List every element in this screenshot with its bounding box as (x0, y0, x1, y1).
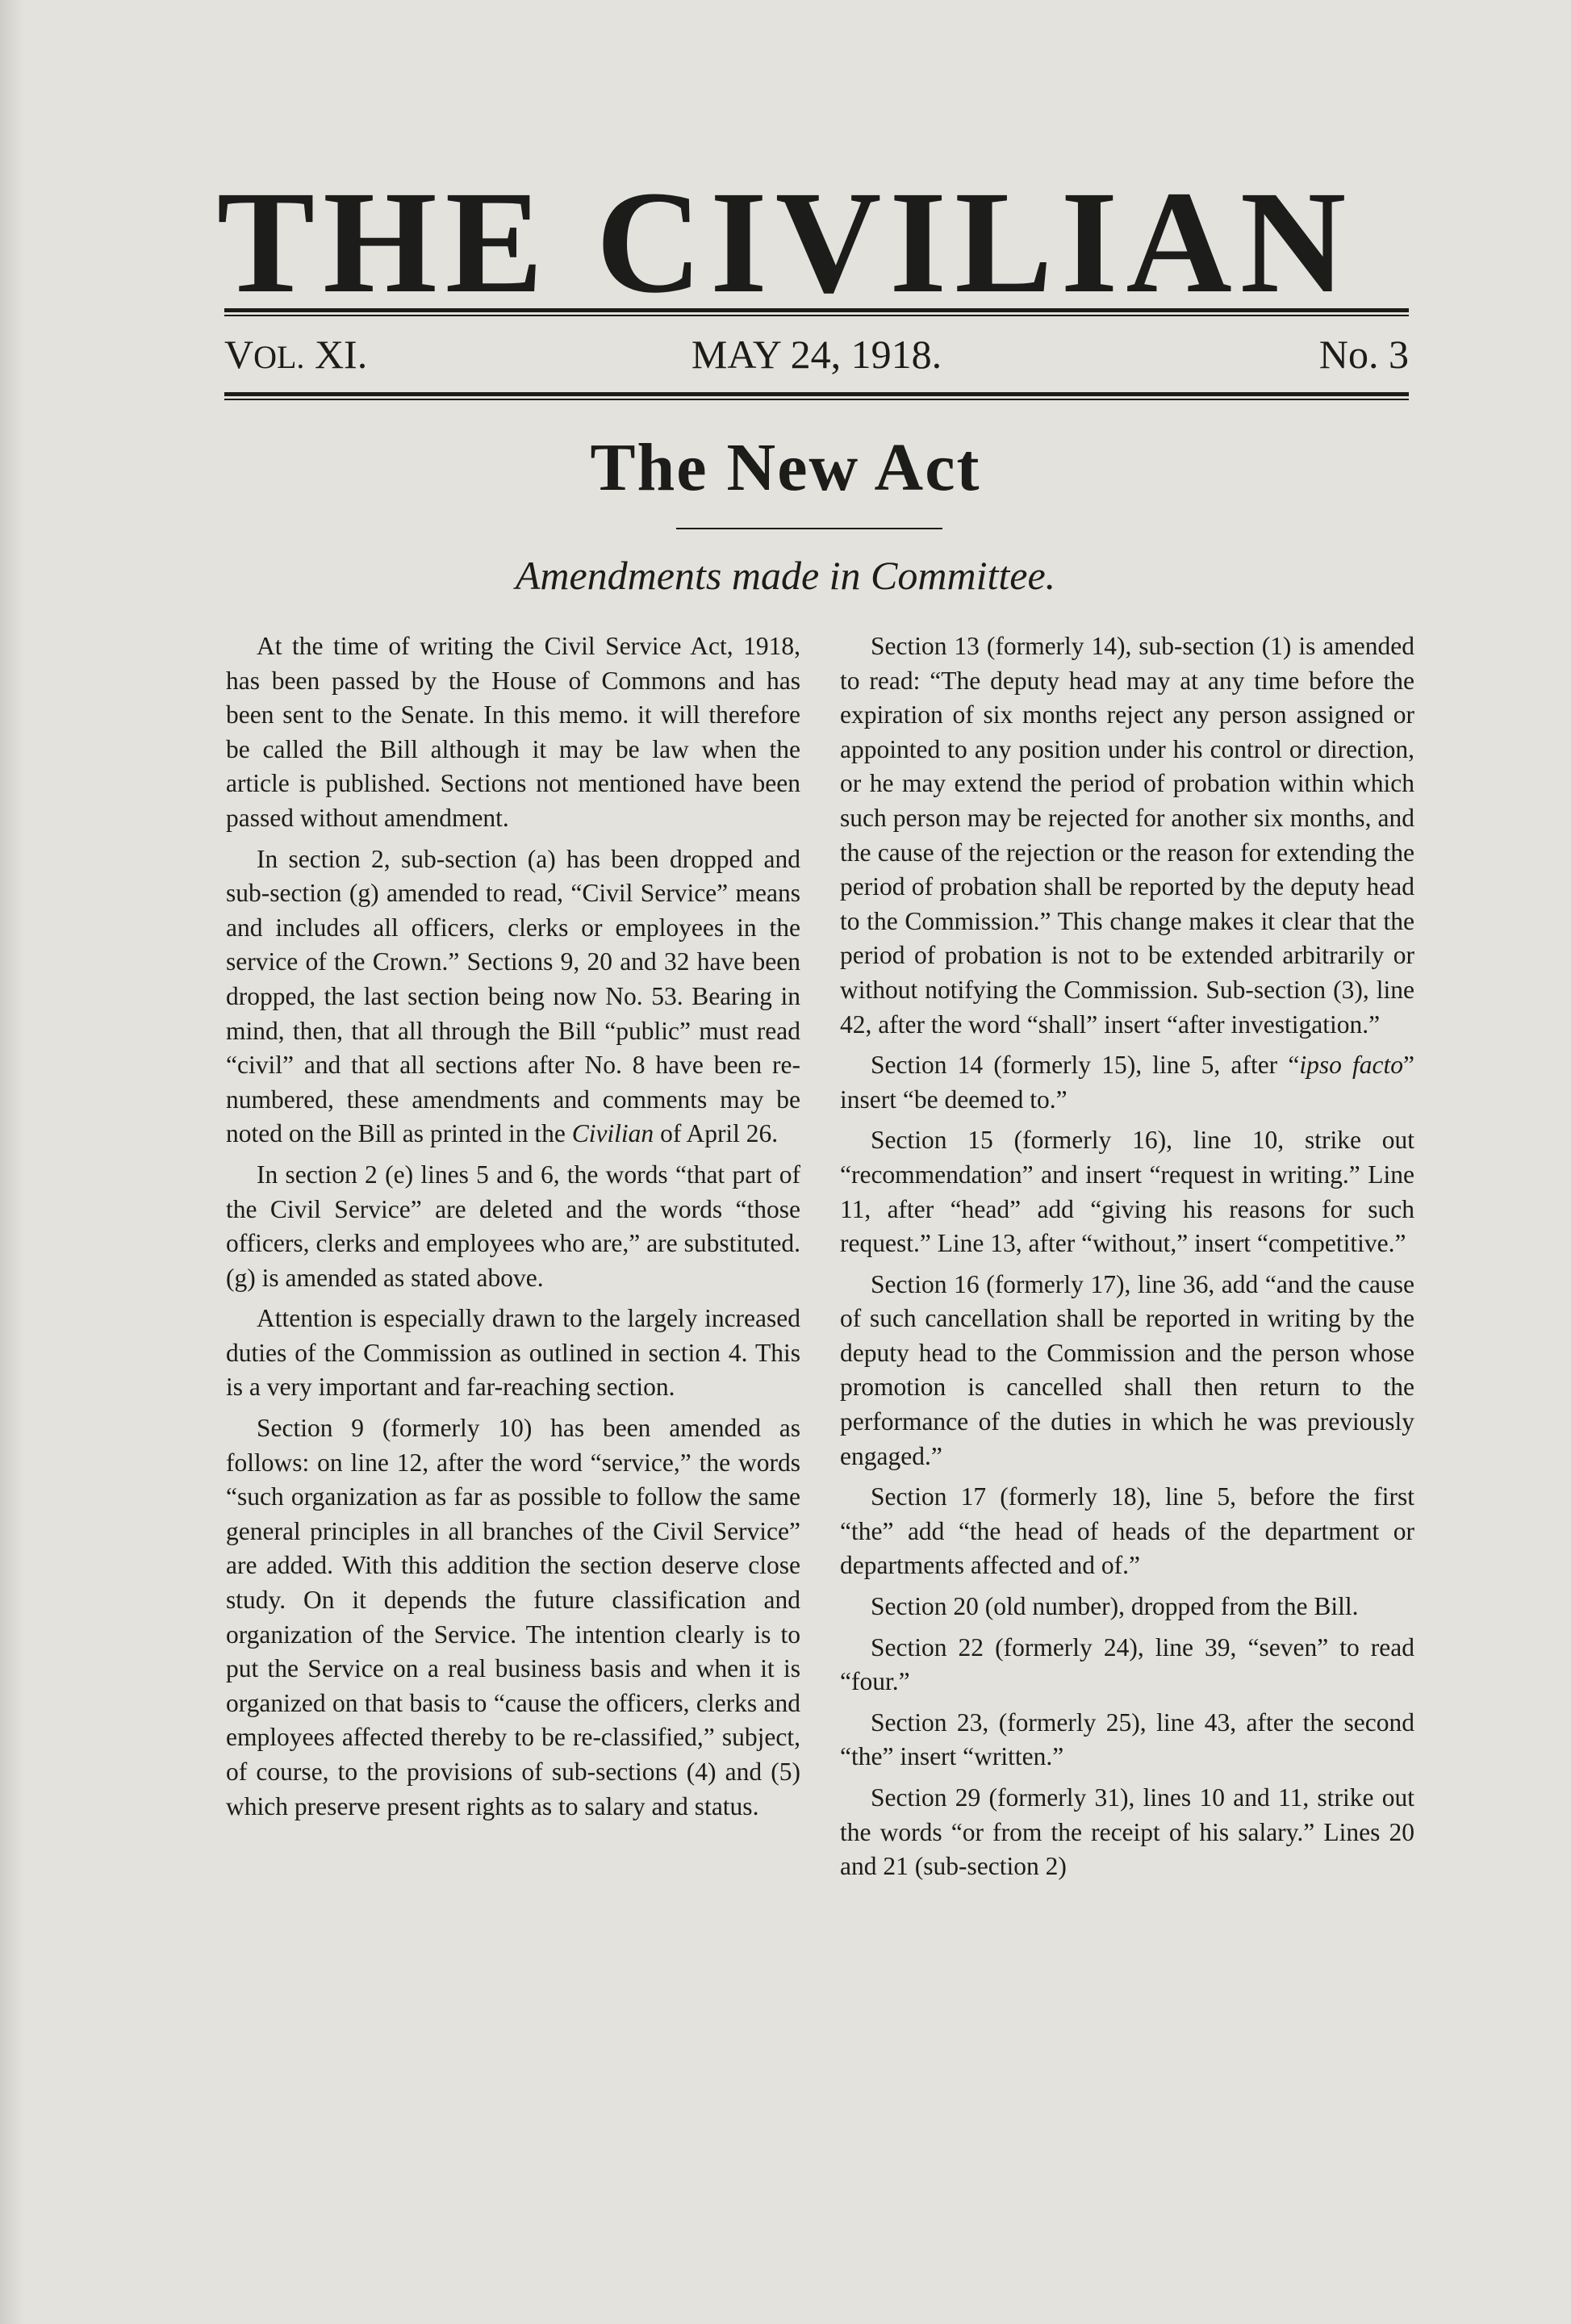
page-binding-edge (0, 0, 24, 2324)
masthead-rule-bottom (224, 392, 1409, 400)
article-paragraph: Section 13 (formerly 14), sub-section (1) is amended to read: “The deputy head may at any time before the expiration of six months reject any person assigned or appointed to any position under his control or direction, or he may extend the period of probation within which such person may be rejected for another six months, and the cause of the rejection or the reason for extending the period of probation shall be reported by the deputy head to the Commission.” This change makes it clear that the period of probation is not to be extended arbitrarily or without notifying the Commission. Sub-section (3), line 42, after the word “shall” insert “after investigation.” (840, 632, 1414, 1039)
article-paragraph: In section 2, sub-section (a) has been dropped and sub-section (g) amended to read, “Civil Service” means and includes all officers, clerks or employees in the service of the Crown.” Sections 9, 20 and 32 have been dropped, the last section being now No. 53. Bearing in mind, then, that all through the Bill “public” must read “civil” and that all sections after No. 8 have been re-numbered, these amendments and comments may be noted on the Bill as printed in the Civilian of April 26. (226, 844, 800, 1148)
article-subtitle: Amendments made in Committee. (515, 553, 1056, 598)
article-paragraph: Attention is especially drawn to the largely increased duties of the Commission as outlined in section 4. This is a very important and far-reaching section. (226, 1304, 800, 1402)
article-paragraph: Section 14 (formerly 15), line 5, after “ipso facto” insert “be deemed to.” (840, 1051, 1415, 1114)
article-paragraph: Section 22 (formerly 24), line 39, “seven” to read “four.” (840, 1632, 1414, 1696)
article-paragraph: Section 15 (formerly 16), line 10, strike out “recommendation” and insert “request in writing.” Line 11, after “head” add “giving his reasons for such request.” Line 13, after “without,” insert “competitive.” (840, 1126, 1414, 1258)
article-paragraph: Section 29 (formerly 31), lines 10 and 11, strike out the words “or from the receipt of his salary.” Lines 20 and 21 (sub-section 2) (840, 1783, 1414, 1881)
article-title: The New Act (590, 430, 981, 505)
article-paragraph: Section 23, (formerly 25), line 43, after the second “the” insert “written.” (840, 1707, 1414, 1771)
masthead-title: THE CIVILIAN (216, 161, 1355, 324)
article-paragraph: At the time of writing the Civil Service Act, 1918, has been passed by the House of Commons and has been sent to the Senate. In this memo. it will therefore be called the Bill although it may be law when the article is published. Sections not mentioned have been passed without amendment. (226, 632, 800, 832)
article-paragraph: Section 9 (formerly 10) has been amended as follows: on line 12, after the word “service,” the words “such organization as far as possible to follow the same general principles in all branches of the Civil Service” are added. With this addition the section deserve close study. On it depends the future classification and organization of the Service. The intention clearly is to put the Service on a real business basis and when it is organized on that basis to “cause the officers, clerks and employees affected thereby to be re-classified,” subject, of course, to the provisions of sub-sections (4) and (5) which preserve present rights as to salary and status. (226, 1414, 800, 1820)
masthead-rule-top (224, 308, 1409, 316)
article-paragraph: Section 20 (old number), dropped from the Bill. (871, 1592, 1359, 1621)
issue-date: MAY 24, 1918. (691, 332, 942, 377)
right-column (840, 629, 1414, 1891)
article-paragraph: Section 17 (formerly 18), line 5, before the first “the” add “the head of heads of the department or departments affected and of.” (840, 1482, 1414, 1580)
article-paragraph: Section 16 (formerly 17), line 36, add “and the cause of such cancellation shall be reported in writing by the deputy head to the Commission and the person whose promotion is cancelled shall then return to the performance of the duties in which he was previously engaged.” (840, 1269, 1414, 1470)
title-divider (676, 528, 942, 529)
issue-number: No. 3 (1318, 332, 1409, 377)
article-paragraph: In section 2 (e) lines 5 and 6, the words “that part of the Civil Service” are deleted and the words “those officers, clerks and employees who are,” are substituted. (g) is amended as stated above. (226, 1160, 800, 1292)
volume-label: VOL. XI. (224, 332, 368, 377)
left-column (226, 629, 800, 1830)
